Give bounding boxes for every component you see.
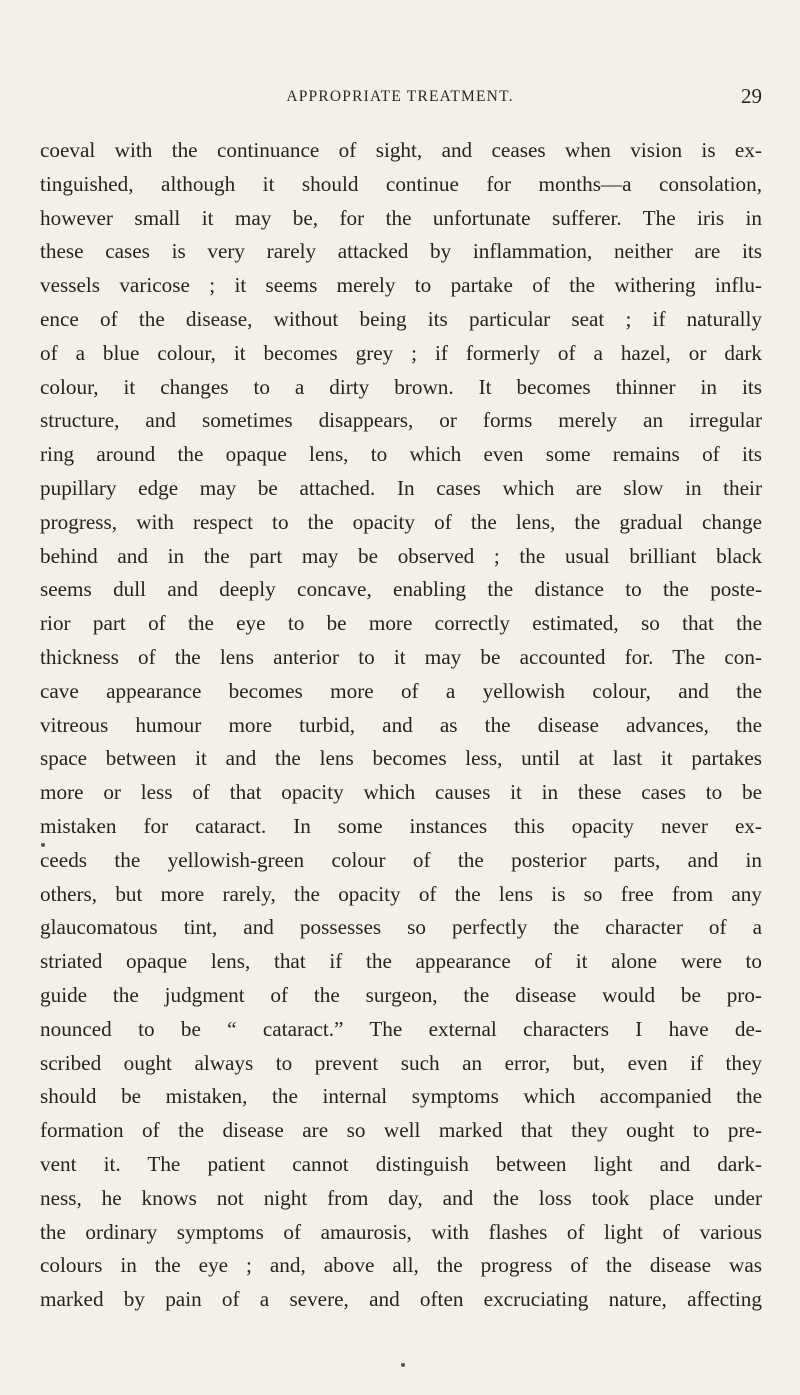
text-line: these cases is very rarely attacked by inflammation, neither are its: [40, 239, 762, 264]
text-line: vent it. The patient cannot distinguish between light and dark-: [40, 1151, 762, 1176]
body-text: [40, 134, 762, 1317]
paper-speck: [401, 1363, 405, 1367]
text-line: rior part of the eye to be more correctly estimated, so that the: [40, 611, 762, 636]
text-line: marked by pain of a severe, and often excruciating nature, affecting: [40, 1287, 762, 1312]
text-line: nounced to be “ cataract.” The external characters I have de-: [40, 1016, 762, 1041]
text-line: seems dull and deeply concave, enabling the distance to the poste-: [40, 577, 762, 602]
running-head: [38, 84, 762, 112]
text-line: vitreous humour more turbid, and as the disease advances, the: [40, 712, 762, 737]
text-line: ring around the opaque lens, to which even some remains of its: [40, 442, 762, 467]
text-line: guide the judgment of the surgeon, the disease would be pro-: [40, 982, 762, 1007]
text-line: coeval with the continuance of sight, and ceases when vision is ex-: [40, 138, 762, 162]
text-line: others, but more rarely, the opacity of the lens is so free from any: [40, 881, 762, 906]
text-line: space between it and the lens becomes less, until at last it partakes: [40, 746, 762, 771]
text-line: mistaken for cataract. In some instances this opacity never ex-: [40, 813, 762, 838]
text-line: formation of the disease are so well marked that they ought to pre-: [40, 1118, 762, 1143]
text-line: vessels varicose ; it seems merely to partake of the withering influ-: [40, 273, 762, 298]
text-line: should be mistaken, the internal symptoms which accompanied the: [40, 1084, 762, 1109]
running-title: APPROPRIATE TREATMENT.: [286, 88, 514, 105]
text-line: pupillary edge may be attached. In cases which are slow in their: [40, 475, 762, 500]
paper-speck: [41, 843, 45, 847]
text-line: colour, it changes to a dirty brown. It becomes thinner in its: [40, 374, 762, 399]
text-line: more or less of that opacity which causes it in these cases to be: [40, 780, 762, 805]
text-line: ceeds the yellowish-green colour of the posterior parts, and in: [40, 847, 762, 872]
text-line: however small it may be, for the unfortunate sufferer. The iris in: [40, 205, 762, 230]
text-line: ness, he knows not night from day, and the loss took place under: [40, 1185, 762, 1210]
text-line: scribed ought always to prevent such an error, but, even if they: [40, 1050, 762, 1075]
text-line: behind and in the part may be observed ; the usual brilliant black: [40, 543, 762, 568]
page-number: 29: [741, 84, 762, 108]
text-line: glaucomatous tint, and possesses so perfectly the character of a: [40, 915, 762, 940]
text-line: tinguished, although it should continue for months—a consolation,: [40, 171, 762, 196]
text-line: ence of the disease, without being its particular seat ; if naturally: [40, 306, 762, 331]
text-line: thickness of the lens anterior to it may be accounted for. The con-: [40, 644, 762, 669]
text-line: progress, with respect to the opacity of the lens, the gradual change: [40, 509, 762, 534]
text-line: of a blue colour, it becomes grey ; if formerly of a hazel, or dark: [40, 340, 762, 365]
text-line: the ordinary symptoms of amaurosis, with flashes of light of various: [40, 1219, 762, 1244]
text-line: cave appearance becomes more of a yellowish colour, and the: [40, 678, 762, 703]
text-line: striated opaque lens, that if the appearance of it alone were to: [40, 949, 762, 974]
text-line: structure, and sometimes disappears, or forms merely an irregular: [40, 408, 762, 433]
text-line: colours in the eye ; and, above all, the progress of the disease was: [40, 1253, 762, 1278]
